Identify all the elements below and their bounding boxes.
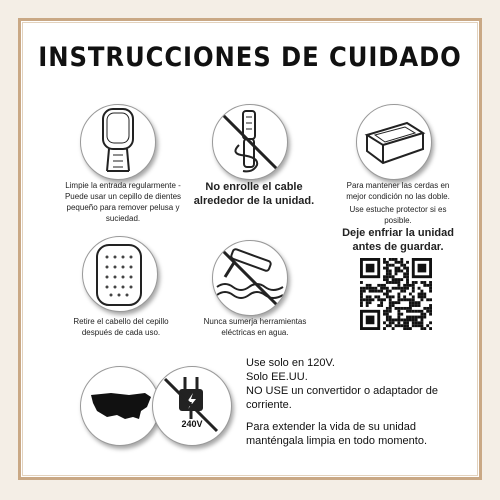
qr-module [415,310,418,313]
qr-module [392,264,395,267]
qr-module [403,290,406,293]
qr-module [380,301,383,304]
qr-module [386,267,389,270]
qr-module [409,327,412,330]
qr-module [412,290,415,293]
qr-module [389,324,392,327]
qr-module [403,275,406,278]
qr-module [406,267,409,270]
qr-module [403,298,406,301]
qr-module [397,316,400,319]
qr-module [409,304,412,307]
qr-module [374,290,377,293]
qr-module [415,301,418,304]
qr-module [383,275,386,278]
qr-module [406,278,409,281]
qr-module [389,270,392,273]
qr-module [412,310,415,313]
qr-module [397,310,400,313]
qr-module [429,307,432,310]
qr-module [389,272,392,275]
no-wrap-cord-icon [212,104,288,180]
qr-module [400,307,403,310]
qr-module [383,321,386,324]
qr-module [406,321,409,324]
qr-module [429,281,432,284]
qr-module [389,281,392,284]
qr-module [395,267,398,270]
clean-instruction: Limpie la entrada regularmente - Puede usar un cepillo de dientes pequeño para remover pelusa y suciedad. [64,181,182,223]
qr-module [429,298,432,301]
qr-finder [418,264,427,273]
qr-module [360,304,363,307]
qr-module [369,295,372,298]
qr-module [386,278,389,281]
qr-module [406,272,409,275]
qr-module [412,321,415,324]
qr-module [386,270,389,273]
qr-code-icon[interactable] [360,258,432,330]
qr-module [374,287,377,290]
qr-module [418,324,421,327]
qr-module [363,287,366,290]
qr-module [415,281,418,284]
voltage-line-2: Solo EE.UU. [246,371,308,383]
qr-module [415,318,418,321]
qr-module [406,287,409,290]
qr-module [397,313,400,316]
qr-module [412,295,415,298]
hair-dryer-brush-icon [80,104,156,180]
qr-module [369,290,372,293]
qr-module [409,301,412,304]
qr-module [389,290,392,293]
qr-module [403,287,406,290]
qr-module [369,298,372,301]
qr-module [380,298,383,301]
qr-module [429,310,432,313]
water-instruction: Nunca sumerja herramientas eléctricas en agua. [203,317,307,337]
qr-module [420,293,423,296]
qr-module [420,298,423,301]
qr-module [395,261,398,264]
qr-module [392,318,395,321]
qr-module [395,301,398,304]
qr-module [386,318,389,321]
qr-module [400,278,403,281]
qr-module [400,324,403,327]
qr-module [377,304,380,307]
qr-module [423,327,426,330]
qr-module [360,298,363,301]
qr-module [420,318,423,321]
qr-module [403,267,406,270]
qr-module [386,295,389,298]
qr-module [406,275,409,278]
qr-module [429,304,432,307]
qr-module [386,293,389,296]
qr-module [415,304,418,307]
qr-module [403,307,406,310]
qr-module [423,293,426,296]
qr-module [377,298,380,301]
qr-module [386,324,389,327]
qr-module [412,298,415,301]
qr-module [412,318,415,321]
qr-module [403,272,406,275]
voltage-warning [246,384,462,412]
qr-module [389,304,392,307]
qr-module [389,275,392,278]
qr-module [418,287,421,290]
voltage-line-1: Use solo en 120V. [246,357,335,369]
qr-module [395,307,398,310]
qr-module [369,287,372,290]
qr-module [380,284,383,287]
qr-module [429,287,432,290]
qr-module [409,298,412,301]
qr-module [383,327,386,330]
qr-module [409,284,412,287]
brush-bristles-icon [82,236,158,312]
qr-module [372,287,375,290]
qr-module [423,307,426,310]
qr-module [418,316,421,319]
qr-module [400,290,403,293]
voltage-warning-rest: un convertidor o adaptador de corriente. [246,385,439,411]
qr-module [366,287,369,290]
qr-module [397,284,400,287]
qr-module [406,270,409,273]
qr-module [386,313,389,316]
qr-module [412,284,415,287]
qr-module [360,301,363,304]
qr-module [403,327,406,330]
qr-module [377,295,380,298]
qr-module [366,295,369,298]
qr-module [412,316,415,319]
qr-module [380,290,383,293]
qr-module [406,281,409,284]
cord-instruction: No enrolle el cable alrededor de la unidad. [193,181,315,207]
qr-module [406,284,409,287]
qr-module [412,301,415,304]
qr-module [377,290,380,293]
qr-module [392,258,395,261]
qr-module [386,310,389,313]
qr-module [397,295,400,298]
qr-module [420,290,423,293]
qr-module [426,324,429,327]
qr-module [400,264,403,267]
qr-module [380,304,383,307]
qr-module [403,264,406,267]
qr-module [412,281,415,284]
case-instruction-2: Use estuche protector si es posible. [349,205,447,225]
qr-module [386,281,389,284]
qr-module [392,295,395,298]
no-water-icon [212,240,288,316]
qr-module [400,318,403,321]
qr-module [400,261,403,264]
qr-module [360,293,363,296]
qr-module [406,327,409,330]
qr-module [409,307,412,310]
qr-module [392,327,395,330]
qr-module [363,298,366,301]
qr-module [395,278,398,281]
qr-module [386,290,389,293]
qr-module [392,301,395,304]
qr-module [392,287,395,290]
qr-module [406,298,409,301]
qr-module [429,327,432,330]
qr-module [420,327,423,330]
qr-module [386,287,389,290]
qr-module [423,295,426,298]
qr-module [418,301,421,304]
qr-module [397,287,400,290]
hair-instruction: Retire el cabello del cepillo después de cada uso. [73,317,169,337]
qr-module [360,290,363,293]
qr-module [397,293,400,296]
qr-module [423,284,426,287]
qr-module [406,310,409,313]
qr-module [403,284,406,287]
qr-module [420,295,423,298]
qr-module [397,267,400,270]
qr-module [392,321,395,324]
qr-module [400,298,403,301]
qr-module [397,324,400,327]
qr-module [392,275,395,278]
qr-module [406,316,409,319]
qr-module [420,281,423,284]
qr-module [360,287,363,290]
qr-module [389,258,392,261]
qr-module [418,304,421,307]
qr-module [366,298,369,301]
qr-module [395,258,398,261]
qr-module [369,301,372,304]
qr-module [409,293,412,296]
qr-module [383,261,386,264]
qr-module [423,313,426,316]
qr-module [415,316,418,319]
qr-module [426,307,429,310]
qr-module [420,321,423,324]
qr-module [366,301,369,304]
qr-module [406,261,409,264]
qr-module [426,310,429,313]
qr-module [383,287,386,290]
qr-finder [366,264,375,273]
longevity-instruction: Para extender la vida de su unidad manténgala limpia en todo momento. [246,421,427,447]
qr-module [389,310,392,313]
qr-module [418,293,421,296]
qr-module [400,258,403,261]
qr-module [403,321,406,324]
qr-module [406,324,409,327]
qr-module [420,316,423,319]
plug-voltage-label: 240V [181,419,203,429]
qr-module [415,324,418,327]
qr-module [380,287,383,290]
qr-module [386,275,389,278]
protective-case-icon [356,104,432,180]
qr-module [409,310,412,313]
qr-module [383,298,386,301]
qr-module [429,284,432,287]
qr-module [415,321,418,324]
qr-module [383,284,386,287]
qr-module [397,281,400,284]
qr-module [420,310,423,313]
qr-module [395,318,398,321]
qr-module [366,284,369,287]
qr-module [420,313,423,316]
qr-module [400,287,403,290]
qr-module [409,316,412,319]
qr-module [395,324,398,327]
no-240v-plug-icon [152,366,232,446]
qr-module [386,316,389,319]
qr-module [426,298,429,301]
qr-module [386,272,389,275]
case-instruction-1: Para mantener las cerdas en mejor condición no las doble. [346,181,450,201]
qr-module [406,307,409,310]
qr-module [389,301,392,304]
qr-module [412,287,415,290]
qr-module [369,284,372,287]
qr-module [429,290,432,293]
qr-module [372,298,375,301]
qr-module [423,281,426,284]
qr-module [397,270,400,273]
qr-module [397,307,400,310]
qr-module [386,307,389,310]
qr-module [412,304,415,307]
qr-module [383,310,386,313]
qr-module [418,310,421,313]
qr-finder [366,316,375,325]
qr-module [389,298,392,301]
qr-module [389,295,392,298]
qr-module [395,272,398,275]
qr-module [366,304,369,307]
qr-module [426,284,429,287]
qr-module [429,313,432,316]
usa-map-icon [80,366,160,446]
qr-module [409,318,412,321]
qr-module [403,324,406,327]
qr-module [383,293,386,296]
qr-module [403,318,406,321]
qr-module [395,287,398,290]
qr-module [383,267,386,270]
qr-module [383,313,386,316]
qr-module [406,318,409,321]
qr-module [363,290,366,293]
qr-module [400,313,403,316]
qr-module [395,281,398,284]
qr-module [397,298,400,301]
page-title: INSTRUCCIONES DE CUIDADO [38,42,462,73]
qr-module [397,278,400,281]
qr-module [392,304,395,307]
qr-module [403,295,406,298]
qr-module [429,321,432,324]
cool-down-instruction: Deje enfriar la unidad antes de guardar. [342,227,454,253]
qr-module [360,295,363,298]
qr-module [418,295,421,298]
qr-module [383,278,386,281]
qr-module [400,270,403,273]
qr-module [412,324,415,327]
qr-module [372,290,375,293]
qr-module [360,281,363,284]
qr-module [389,321,392,324]
qr-module [392,278,395,281]
qr-module [389,307,392,310]
qr-module [420,324,423,327]
qr-module [397,301,400,304]
qr-module [386,261,389,264]
qr-module [397,261,400,264]
qr-module [386,264,389,267]
qr-module [389,264,392,267]
qr-module [389,316,392,319]
qr-module [377,284,380,287]
qr-module [397,318,400,321]
qr-module [395,270,398,273]
qr-module [423,316,426,319]
qr-module [389,318,392,321]
qr-module [418,321,421,324]
qr-module [374,295,377,298]
qr-module [397,321,400,324]
qr-module [383,258,386,261]
voltage-warning-bold: NO USE [246,385,289,397]
qr-module [392,281,395,284]
